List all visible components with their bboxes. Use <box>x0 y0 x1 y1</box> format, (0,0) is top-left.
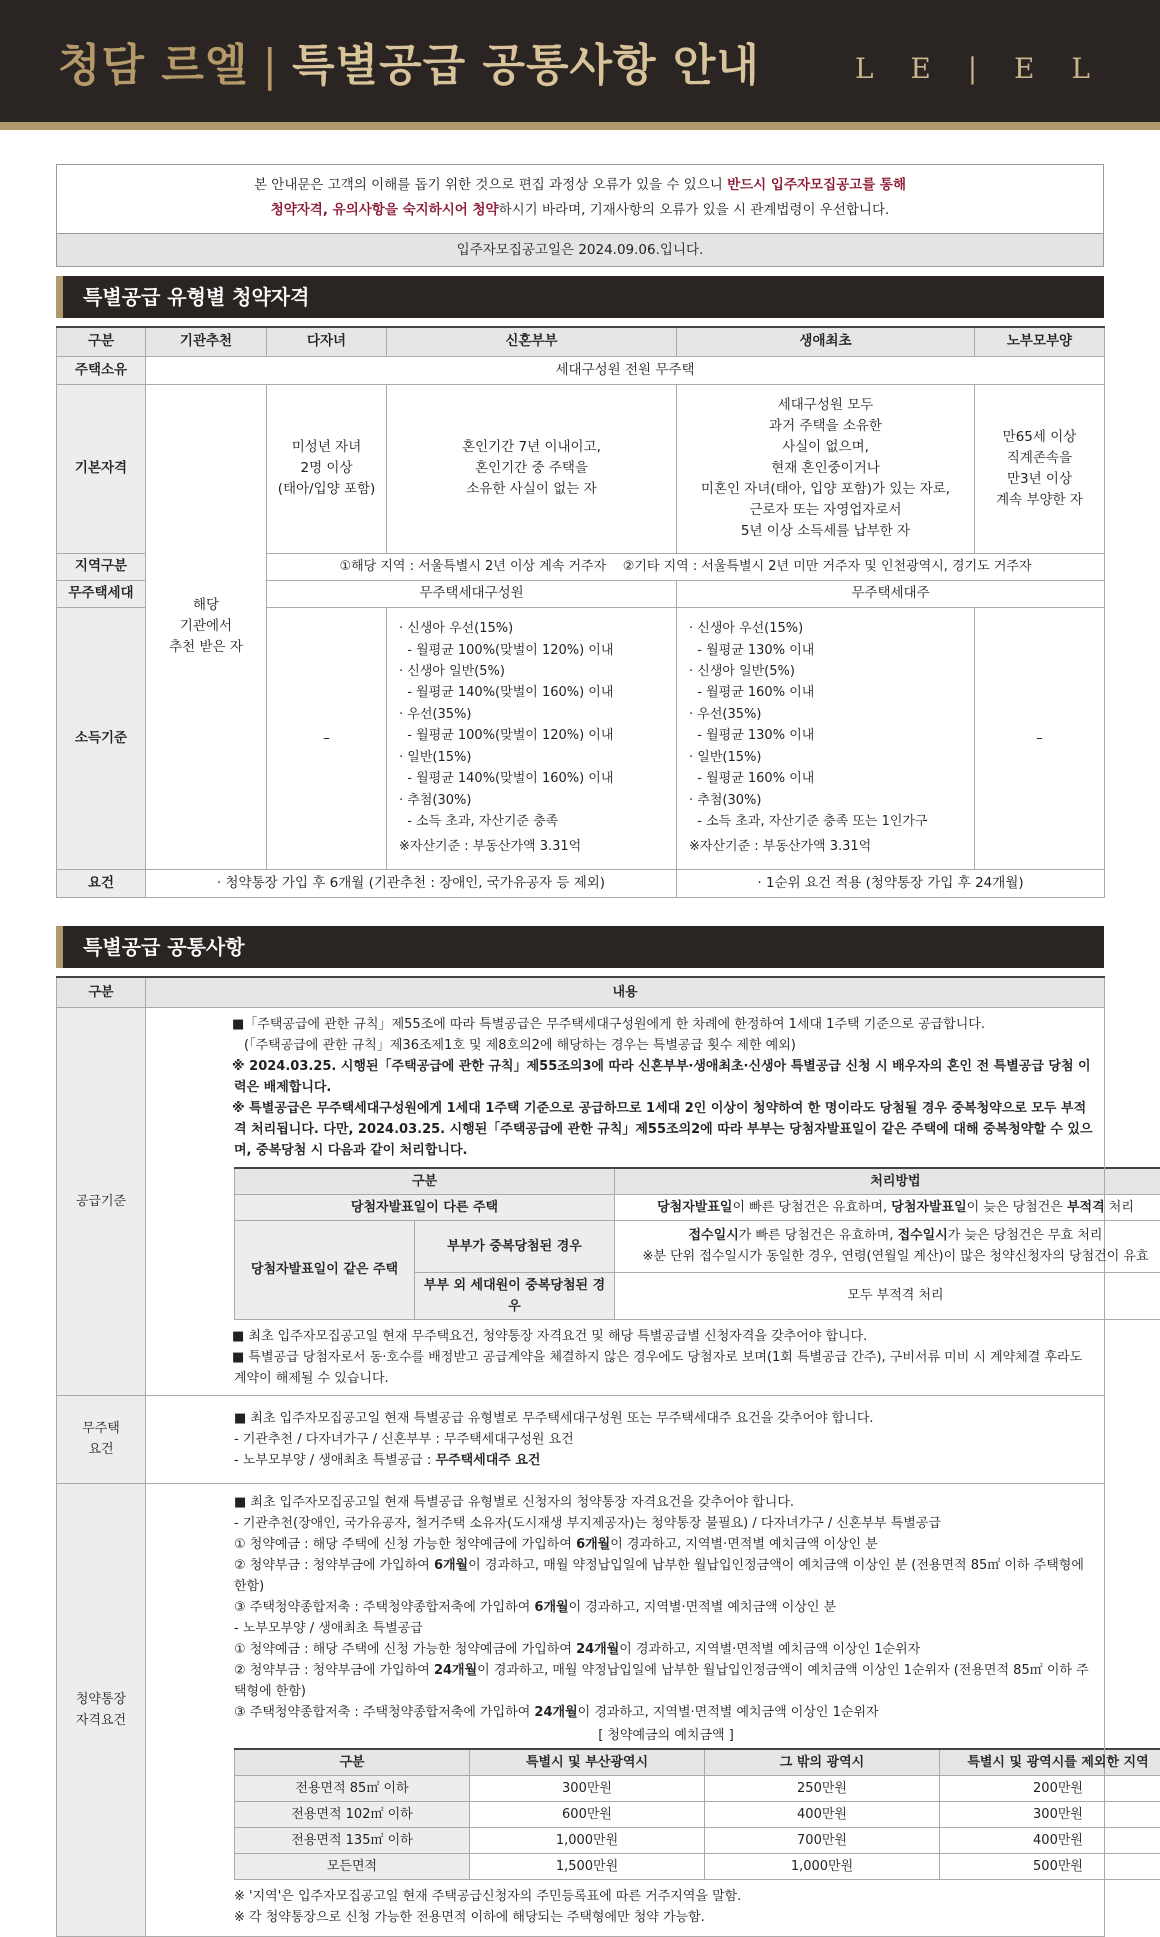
cell-line: - 소득 초과, 자산기준 충족 <box>399 811 666 832</box>
cell-line: - 월평균 140%(맞벌이 160%) 이내 <box>399 682 666 703</box>
deposit-cell: 300만원 <box>940 1801 1160 1827</box>
table-row <box>57 384 1105 553</box>
cell-line: 해당 <box>146 595 266 616</box>
cell-line: 직계존속을 <box>975 448 1104 469</box>
cell-line: · 신생아 일반(5%) <box>689 661 964 682</box>
header-cell: 구분 <box>57 977 146 1007</box>
basic-multi <box>267 384 387 553</box>
homeless-left: 무주택세대구성원 <box>267 580 677 607</box>
sub-row-label: 당첨자발표일이 같은 주택 <box>235 1220 415 1319</box>
text: ③ 주택청약종합저축 : 주택청약종합저축에 가입하여 <box>234 1705 534 1720</box>
cell-line: - 월평균 160% 이내 <box>689 768 964 789</box>
cell-line: 계속 부양한 자 <box>975 490 1104 511</box>
supply-body <box>234 1014 1098 1389</box>
cell-line: · 일반(15%) <box>399 747 666 768</box>
account-row <box>57 1483 1105 1936</box>
text-bold: 6개월 <box>434 1558 468 1573</box>
homeless-p3 <box>234 1450 1094 1471</box>
deposit-cell: 1,500만원 <box>470 1853 705 1879</box>
deposit-row <box>235 1827 1160 1853</box>
income-dash: – <box>975 607 1105 869</box>
cell-line: 만3년 이상 <box>975 469 1104 490</box>
cell-line: 소유한 사실이 없는 자 <box>387 479 676 500</box>
deposit-cell: 300만원 <box>470 1775 705 1801</box>
text: 가 빠른 당첨건은 유효하며, <box>739 1228 898 1243</box>
text: 이 늦은 당첨건은 <box>967 1200 1067 1215</box>
cell-line: 미혼인 자녀(태아, 입양 포함)가 있는 자로, <box>677 479 974 500</box>
sub-row-label: 부부 외 세대원이 중복당첨된 경우 <box>415 1272 615 1319</box>
label-line: 자격요건 <box>57 1710 145 1731</box>
text-bold: 접수일시 <box>689 1228 739 1243</box>
account-p5 <box>234 1597 1098 1618</box>
section-title-eligibility: 특별공급 유형별 청약자격 <box>56 276 1104 318</box>
cell-line: 혼인기간 중 주택을 <box>387 458 676 479</box>
account-p8 <box>234 1660 1098 1702</box>
text-bold: 당첨자발표일 <box>657 1200 732 1215</box>
text: 이 경과하고, 지역별·면적별 예치금액 이상인 1순위자 <box>619 1642 920 1657</box>
requirement-left: · 청약통장 가입 후 6개월 (기관추천 : 장애인, 국가유공자 등 제외) <box>146 869 677 897</box>
account-p4 <box>234 1555 1098 1597</box>
brand-name: 청담 르엘 <box>58 40 248 91</box>
deposit-cell: 1,000만원 <box>470 1827 705 1853</box>
text: ② 청약부금 : 청약부금에 가입하여 <box>234 1558 434 1573</box>
notice-line2: 하시기 바라며, 기재사항의 오류가 있을 시 관계법령이 우선합니다. <box>499 202 890 218</box>
row-label: 무주택세대 <box>57 580 146 607</box>
account-p1: ■ 최초 입주자모집공고일 현재 특별공급 유형별로 신청자의 청약통장 자격요건을 갖추어야 합니다. <box>234 1492 1098 1513</box>
account-p7 <box>234 1639 1098 1660</box>
cell-line: · 추첨(30%) <box>399 790 666 811</box>
ownership-value: 세대구성원 전원 무주택 <box>146 356 1105 384</box>
text-bold: 당첨자발표일 <box>891 1200 966 1215</box>
deposit-cell: 500만원 <box>940 1853 1160 1879</box>
text: 가 늦은 당첨건은 무효 처리 <box>948 1228 1103 1243</box>
leel-logo: L E | E L <box>855 52 1104 85</box>
cell-line: 기관에서 <box>146 616 266 637</box>
cell-line: - 월평균 130% 이내 <box>689 640 964 661</box>
cell-line: 2명 이상 <box>267 458 386 479</box>
sub-header-row <box>235 1168 1160 1195</box>
cell-line: - 소득 초과, 자산기준 충족 또는 1인가구 <box>689 811 964 832</box>
title-text: 특별공급 공통사항 안내 <box>292 40 760 91</box>
sub-row <box>235 1194 1160 1220</box>
deposit-table <box>234 1748 1160 1880</box>
sub-header-cell: 그 밖의 광역시 <box>705 1749 940 1776</box>
text-bold: 6개월 <box>576 1537 610 1552</box>
deposit-cell: 200만원 <box>940 1775 1160 1801</box>
eligibility-table <box>56 326 1105 898</box>
sub-header-cell: 특별시 및 부산광역시 <box>470 1749 705 1776</box>
text-bold: 6개월 <box>534 1600 568 1615</box>
notice-highlight-2: 청약자격, 유의사항을 숙지하시어 청약 <box>271 202 499 218</box>
text: 이 경과하고, 매월 약정납입일에 납부한 월납입인정금액이 예치금액 이상인 분 (전용면적 85㎡ 이하 주택형에 한함) <box>234 1558 1084 1594</box>
deposit-cell: 모든면적 <box>235 1853 470 1879</box>
header-cell: 노부모부양 <box>975 327 1105 356</box>
text: 이 빠른 당첨건은 유효하며, <box>732 1200 891 1215</box>
account-p3 <box>234 1534 1098 1555</box>
label-line: 무주택 <box>57 1418 145 1439</box>
cell-line: · 신생아 우선(15%) <box>689 618 964 639</box>
page-header <box>0 0 1160 130</box>
account-note-1: ※ '지역'은 입주자모집공고일 현재 주택공급신청자의 주민등록표에 따른 거주지역을 말함. <box>234 1886 1098 1907</box>
deposit-cell: 전용면적 102㎡ 이하 <box>235 1801 470 1827</box>
notice-highlight-1: 반드시 입주자모집공고를 통해 <box>727 177 906 193</box>
basic-first <box>677 384 975 553</box>
text-bold: 무주택세대주 요건 <box>436 1453 541 1468</box>
cell-line: 세대구성원 모두 <box>677 395 974 416</box>
cell-line: · 일반(15%) <box>689 747 964 768</box>
cell-line: - 월평균 100%(맞벌이 120%) 이내 <box>399 640 666 661</box>
cell-line: 만65세 이상 <box>975 427 1104 448</box>
sub-row-value <box>615 1194 1160 1220</box>
requirement-right: · 1순위 요건 적용 (청약통장 가입 후 24개월) <box>677 869 1105 897</box>
basic-elderly <box>975 384 1105 553</box>
section-title-common: 특별공급 공통사항 <box>56 926 1104 968</box>
cell-line: 추천 받은 자 <box>146 637 266 658</box>
deposit-row <box>235 1801 1160 1827</box>
sub-row-value: 모두 부적격 처리 <box>615 1272 1160 1319</box>
cell-line: - 월평균 140%(맞벌이 160%) 이내 <box>399 768 666 789</box>
supply-p3: ※ 2024.03.25. 시행된「주택공급에 관한 규칙」제55조의3에 따라 신혼부부·생애최초·신생아 특별공급 신청 시 배우자의 혼인 전 특별공급 당첨 이력은 배제합니다. <box>234 1056 1098 1098</box>
supply-row <box>57 1007 1105 1395</box>
cell-line: - 월평균 160% 이내 <box>689 682 964 703</box>
deposit-cell: 전용면적 85㎡ 이하 <box>235 1775 470 1801</box>
header-cell: 구분 <box>57 327 146 356</box>
text: - 노부모부양 / 생애최초 특별공급 : <box>234 1453 436 1468</box>
deposit-row <box>235 1853 1160 1879</box>
cell-line: · 신생아 우선(15%) <box>399 618 666 639</box>
notice-box <box>56 164 1104 267</box>
table-header-row <box>57 977 1105 1007</box>
text-bold: 24개월 <box>576 1642 619 1657</box>
header-cell: 신혼부부 <box>387 327 677 356</box>
row-label: 소득기준 <box>57 607 146 869</box>
text-bold: 24개월 <box>434 1663 477 1678</box>
header-cell: 기관추천 <box>146 327 267 356</box>
deposit-cell: 400만원 <box>940 1827 1160 1853</box>
cell-line: 사실이 없으며, <box>677 437 974 458</box>
region-value: ①해당 지역 : 서울특별시 2년 이상 계속 거주자 ②기타 지역 : 서울특별시 2년 미만 거주자 및 인천광역시, 경기도 거주자 <box>267 553 1105 580</box>
supply-content <box>146 1007 1105 1395</box>
homeless-p1: ■ 최초 입주자모집공고일 현재 특별공급 유형별로 무주택세대구성원 또는 무주택세대주 요건을 갖추어야 합니다. <box>234 1408 1094 1429</box>
sub-header-cell: 구분 <box>235 1749 470 1776</box>
common-table <box>56 976 1105 1937</box>
homeless-p2: - 기관추천 / 다자녀가구 / 신혼부부 : 무주택세대구성원 요건 <box>234 1429 1094 1450</box>
cell-line: ※자산기준 : 부동산가액 3.31억 <box>689 836 964 857</box>
supply-p4: ※ 특별공급은 무주택세대구성원에게 1세대 1주택 기준으로 공급하므로 1세대 2인 이상이 청약하여 한 명이라도 당첨될 경우 중복청약으로 모두 부적격 처리됩니다. 다만, 2024.03.25. 시행된「주택공급에 관한 규칙」제55조의2에 따라 부부는 당첨자발표일이 같은 주택에 대해 중복청약할 수 있으며, 중복당첨 시 다음과 같이 처리합니다. <box>234 1098 1098 1161</box>
income-dash: – <box>267 607 387 869</box>
note-text: ※분 단위 접수일시가 동일한 경우, 연령(연월일 계산)이 많은 청약신청자의 당첨건이 유효 <box>642 1249 1148 1264</box>
deposit-caption: [ 청약예금의 예치금액 ] <box>234 1725 1098 1746</box>
sub-header-cell: 처리방법 <box>615 1168 1160 1195</box>
supply-p5: ■ 최초 입주자모집공고일 현재 무주택요건, 청약통장 자격요건 및 해당 특별공급별 신청자격을 갖추어야 합니다. <box>234 1326 1098 1347</box>
deposit-row <box>235 1775 1160 1801</box>
title-separator: | <box>262 40 278 91</box>
homeless-req-content <box>146 1395 1105 1483</box>
account-p6: - 노부모부양 / 생애최초 특별공급 <box>234 1618 1098 1639</box>
row-label: 요건 <box>57 869 146 897</box>
account-content <box>146 1483 1105 1936</box>
text: 처리 <box>1105 1200 1134 1215</box>
header-cell: 내용 <box>146 977 1105 1007</box>
sub-header-row <box>235 1749 1160 1776</box>
supply-p2: (「주택공급에 관한 규칙」제36조제1호 및 제8호의2에 해당하는 경우는 특별공급 횟수 제한 예외) <box>234 1035 1098 1056</box>
cell-line: - 월평균 100%(맞벌이 120%) 이내 <box>399 725 666 746</box>
text: 이 경과하고, 지역별·면적별 예치금액 이상인 분 <box>569 1600 837 1615</box>
row-label <box>57 1483 146 1936</box>
deposit-cell: 400만원 <box>705 1801 940 1827</box>
income-newlywed <box>387 607 677 869</box>
basic-newlywed <box>387 384 677 553</box>
deposit-cell: 250만원 <box>705 1775 940 1801</box>
table-row <box>57 356 1105 384</box>
homeless-right: 무주택세대주 <box>677 580 1105 607</box>
account-note-2: ※ 각 청약통장으로 신청 가능한 전용면적 이하에 해당되는 주택형에만 청약 가능함. <box>234 1907 1098 1928</box>
notice-text <box>57 165 1103 233</box>
cell-line: 혼인기간 7년 이내이고, <box>387 437 676 458</box>
deposit-cell: 1,000만원 <box>705 1853 940 1879</box>
cell-line: · 추첨(30%) <box>689 790 964 811</box>
sub-row-value <box>615 1220 1160 1272</box>
page-title <box>58 38 760 94</box>
row-label: 기본자격 <box>57 384 146 553</box>
text-bold: 접수일시 <box>898 1228 948 1243</box>
label-line: 청약통장 <box>57 1689 145 1710</box>
supply-p6: ■ 특별공급 당첨자로서 동·호수를 배정받고 공급계약을 체결하지 않은 경우에도 당첨자로 보며(1회 특별공급 간주), 구비서류 미비 시 계약체결 후라도 계약이 해제될 수 있습니다. <box>234 1347 1098 1389</box>
cell-line: 근로자 또는 자영업자로서 <box>677 500 974 521</box>
basic-agency <box>146 384 267 869</box>
deposit-cell: 전용면적 135㎡ 이하 <box>235 1827 470 1853</box>
header-cell: 생애최초 <box>677 327 975 356</box>
cell-line: 미성년 자녀 <box>267 437 386 458</box>
homeless-req-row <box>57 1395 1105 1483</box>
supply-p1: ■「주택공급에 관한 규칙」제55조에 따라 특별공급은 무주택세대구성원에게 한 차례에 한정하여 1세대 1주택 기준으로 공급합니다. <box>234 1014 1098 1035</box>
row-label <box>57 1395 146 1483</box>
table-header-row <box>57 327 1105 356</box>
homeless-req-body <box>234 1408 1094 1471</box>
text: ③ 주택청약종합저축 : 주택청약종합저축에 가입하여 <box>234 1600 534 1615</box>
account-body <box>234 1492 1098 1928</box>
sub-row-label: 당첨자발표일이 다른 주택 <box>235 1194 615 1220</box>
label-line: 요건 <box>57 1439 145 1460</box>
deposit-cell: 600만원 <box>470 1801 705 1827</box>
row-label: 지역구분 <box>57 553 146 580</box>
notice-line1: 본 안내문은 고객의 이해를 돕기 위한 것으로 편집 과정상 오류가 있을 수 있으니 <box>254 177 727 193</box>
sub-row <box>235 1220 1160 1272</box>
sub-header-cell: 특별시 및 광역시를 제외한 지역 <box>940 1749 1160 1776</box>
notice-date: 입주자모집공고일은 2024.09.06.입니다. <box>57 233 1103 266</box>
cell-line: ※자산기준 : 부동산가액 3.31억 <box>399 836 666 857</box>
text: 이 경과하고, 지역별·면적별 예치금액 이상인 분 <box>610 1537 878 1552</box>
text-bold: 24개월 <box>534 1705 577 1720</box>
deposit-cell: 700만원 <box>705 1827 940 1853</box>
row-label: 공급기준 <box>57 1007 146 1395</box>
income-first <box>677 607 975 869</box>
text: ① 청약예금 : 해당 주택에 신청 가능한 청약예금에 가입하여 <box>234 1537 576 1552</box>
account-p9 <box>234 1702 1098 1723</box>
cell-line: · 우선(35%) <box>399 704 666 725</box>
table-row <box>57 869 1105 897</box>
cell-line: · 신생아 일반(5%) <box>399 661 666 682</box>
text-bold: 부적격 <box>1067 1200 1105 1215</box>
text: ① 청약예금 : 해당 주택에 신청 가능한 청약예금에 가입하여 <box>234 1642 576 1657</box>
account-p2: - 기관추천(장애인, 국가유공자, 철거주택 소유자(도시재생 부지제공자)는 청약통장 불필요) / 다자녀가구 / 신혼부부 특별공급 <box>234 1513 1098 1534</box>
text: 이 경과하고, 매월 약정납입일에 납부한 월납입인정금액이 예치금액 이상인 1순위자 (전용면적 85㎡ 이하 주택형에 한함) <box>234 1663 1089 1699</box>
cell-line: 현재 혼인중이거나 <box>677 458 974 479</box>
cell-line: 5년 이상 소득세를 납부한 자 <box>677 521 974 542</box>
cell-line: - 월평균 130% 이내 <box>689 725 964 746</box>
sub-row-label: 부부가 중복당첨된 경우 <box>415 1220 615 1272</box>
cell-line: (태아/입양 포함) <box>267 479 386 500</box>
cell-line: · 우선(35%) <box>689 704 964 725</box>
row-label: 주택소유 <box>57 356 146 384</box>
sub-header-cell: 구분 <box>235 1168 615 1195</box>
text: 이 경과하고, 지역별·면적별 예치금액 이상인 1순위자 <box>578 1705 879 1720</box>
duplicate-win-table <box>234 1167 1160 1320</box>
header-cell: 다자녀 <box>267 327 387 356</box>
text: ② 청약부금 : 청약부금에 가입하여 <box>234 1663 434 1678</box>
cell-line: 과거 주택을 소유한 <box>677 416 974 437</box>
